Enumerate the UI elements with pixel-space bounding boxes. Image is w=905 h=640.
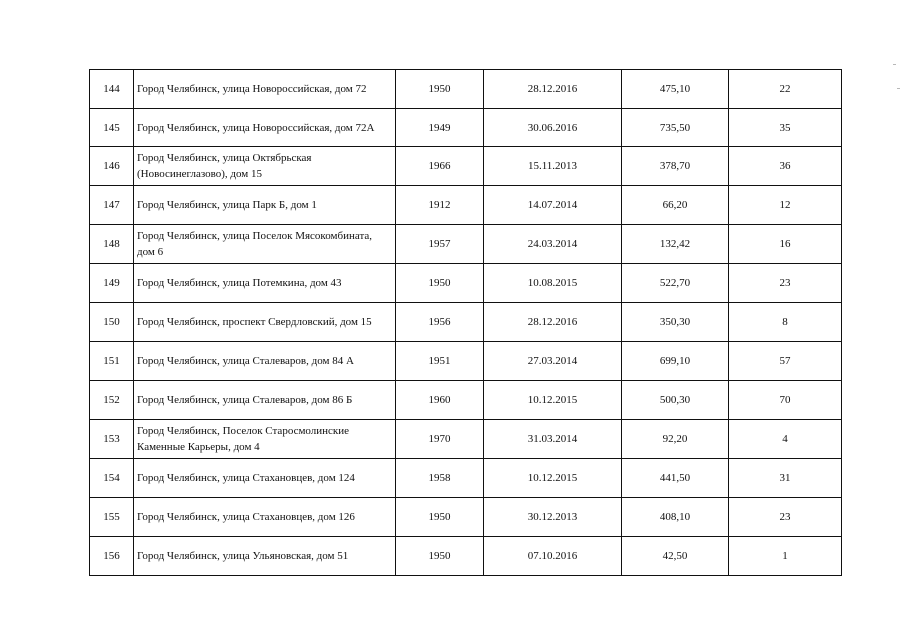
year-cell: 1950 [396,537,484,576]
table-row [90,342,842,381]
area-cell: 735,50 [622,109,729,147]
table-row [90,264,842,303]
area-cell: 475,10 [622,70,729,109]
date-cell: 10.12.2015 [484,459,622,498]
count-cell: 16 [729,225,842,264]
table-row [90,537,842,576]
count-cell: 1 [729,537,842,576]
area-cell: 500,30 [622,381,729,420]
count-cell: 23 [729,264,842,303]
table-row [90,70,842,109]
date-cell: 24.03.2014 [484,225,622,264]
count-cell: 36 [729,147,842,186]
area-cell: 42,50 [622,537,729,576]
year-cell: 1912 [396,186,484,225]
area-cell: 522,70 [622,264,729,303]
year-cell: 1958 [396,459,484,498]
address-cell: Город Челябинск, улица Сталеваров, дом 86 Б [134,381,396,420]
year-cell: 1950 [396,498,484,537]
area-cell: 408,10 [622,498,729,537]
address-cell: Город Челябинск, улица Стахановцев, дом 126 [134,498,396,537]
table-row [90,109,842,147]
address-cell: Город Челябинск, улица Октябрьская (Новосинеглазово), дом 15 [134,147,396,186]
margin-mark [897,88,900,89]
row-number: 155 [90,498,134,537]
year-cell: 1970 [396,420,484,459]
count-cell: 23 [729,498,842,537]
count-cell: 4 [729,420,842,459]
area-cell: 378,70 [622,147,729,186]
row-number: 156 [90,537,134,576]
year-cell: 1960 [396,381,484,420]
table-row [90,225,842,264]
area-cell: 350,30 [622,303,729,342]
date-cell: 30.12.2013 [484,498,622,537]
address-cell: Город Челябинск, улица Новороссийская, дом 72А [134,109,396,147]
date-cell: 10.08.2015 [484,264,622,303]
date-cell: 28.12.2016 [484,303,622,342]
year-cell: 1950 [396,264,484,303]
row-number: 147 [90,186,134,225]
address-cell: Город Челябинск, улица Ульяновская, дом 51 [134,537,396,576]
count-cell: 12 [729,186,842,225]
address-cell: Город Челябинск, улица Новороссийская, дом 72 [134,70,396,109]
area-cell: 699,10 [622,342,729,381]
address-cell: Город Челябинск, улица Поселок Мясокомбината, дом 6 [134,225,396,264]
row-number: 148 [90,225,134,264]
row-number: 146 [90,147,134,186]
area-cell: 132,42 [622,225,729,264]
row-number: 149 [90,264,134,303]
row-number: 152 [90,381,134,420]
year-cell: 1957 [396,225,484,264]
address-cell: Город Челябинск, улица Парк Б, дом 1 [134,186,396,225]
address-cell: Город Челябинск, улица Стахановцев, дом 124 [134,459,396,498]
count-cell: 35 [729,109,842,147]
row-number: 150 [90,303,134,342]
address-cell: Город Челябинск, улица Сталеваров, дом 84 А [134,342,396,381]
year-cell: 1966 [396,147,484,186]
count-cell: 22 [729,70,842,109]
area-cell: 92,20 [622,420,729,459]
count-cell: 31 [729,459,842,498]
date-cell: 27.03.2014 [484,342,622,381]
table-row [90,459,842,498]
year-cell: 1951 [396,342,484,381]
table-row [90,420,842,459]
table-row [90,498,842,537]
margin-mark [893,64,896,65]
count-cell: 8 [729,303,842,342]
date-cell: 10.12.2015 [484,381,622,420]
date-cell: 31.03.2014 [484,420,622,459]
year-cell: 1949 [396,109,484,147]
date-cell: 15.11.2013 [484,147,622,186]
year-cell: 1956 [396,303,484,342]
area-cell: 66,20 [622,186,729,225]
date-cell: 07.10.2016 [484,537,622,576]
address-cell: Город Челябинск, Поселок Старосмолинские Каменные Карьеры, дом 4 [134,420,396,459]
address-cell: Город Челябинск, проспект Свердловский, дом 15 [134,303,396,342]
table-row [90,303,842,342]
year-cell: 1950 [396,70,484,109]
row-number: 144 [90,70,134,109]
table-row [90,186,842,225]
date-cell: 30.06.2016 [484,109,622,147]
date-cell: 28.12.2016 [484,70,622,109]
count-cell: 57 [729,342,842,381]
housing-table [89,69,842,576]
address-cell: Город Челябинск, улица Потемкина, дом 43 [134,264,396,303]
table-row [90,381,842,420]
area-cell: 441,50 [622,459,729,498]
row-number: 151 [90,342,134,381]
row-number: 145 [90,109,134,147]
count-cell: 70 [729,381,842,420]
row-number: 154 [90,459,134,498]
table-row [90,147,842,186]
date-cell: 14.07.2014 [484,186,622,225]
row-number: 153 [90,420,134,459]
